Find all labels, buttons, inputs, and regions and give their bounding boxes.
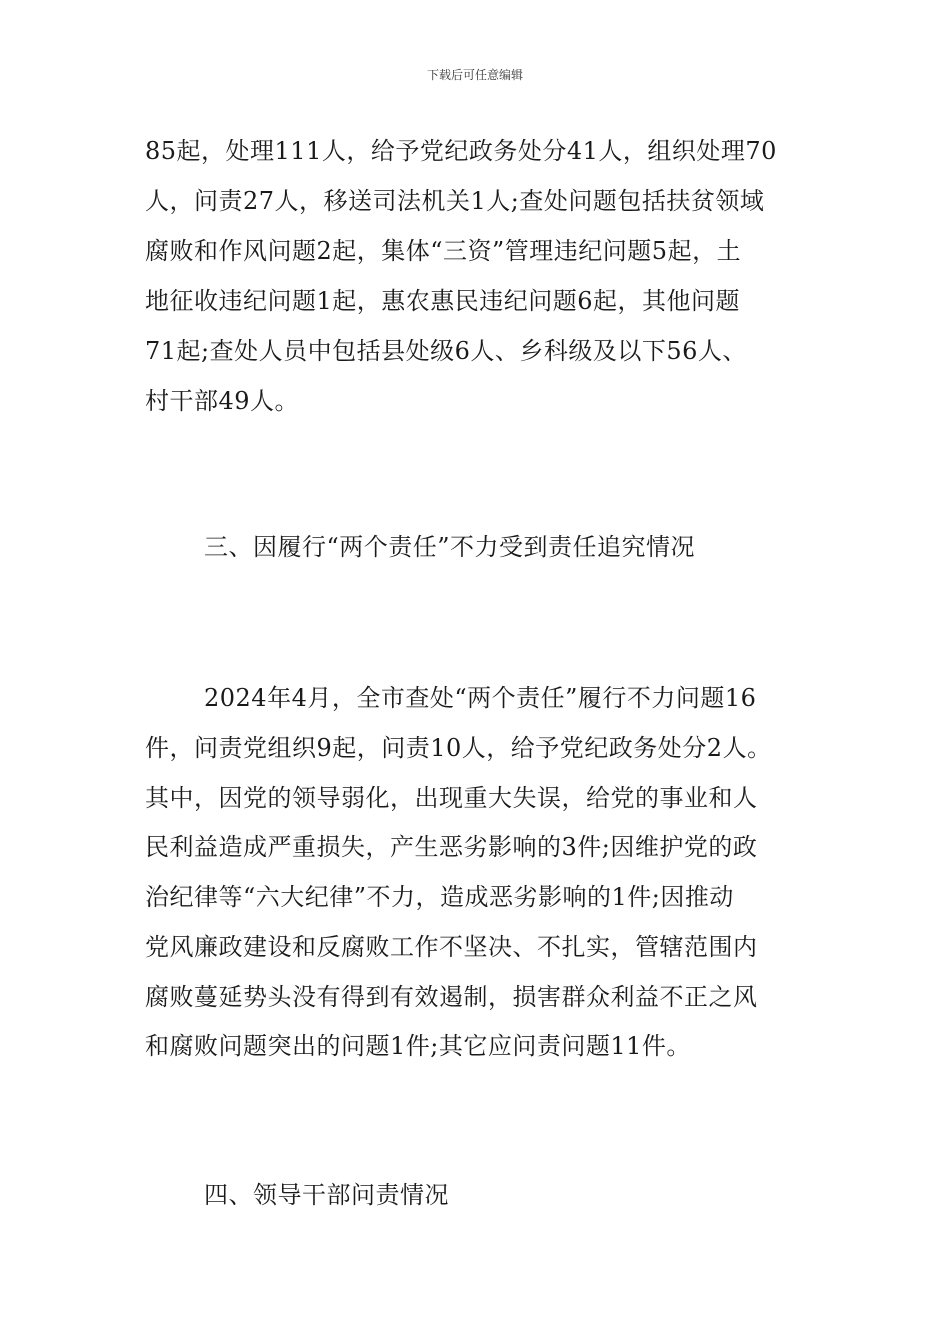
- paragraph-line: 村干部49人。: [145, 387, 300, 415]
- page-header-note: 下载后可任意编辑: [426, 68, 523, 82]
- paragraph-line: 腐败蔓延势头没有得到有效遏制，损害群众利益不正之风: [145, 983, 758, 1011]
- paragraph-line: 71起;查处人员中包括县处级6人、乡科级及以下56人、: [145, 337, 747, 365]
- paragraph-line: 党风廉政建设和反腐败工作不坚决、不扎实，管辖范围内: [145, 933, 758, 961]
- section-heading-four: 四、领导干部问责情况: [204, 1181, 449, 1209]
- paragraph-line: 治纪律等“六大纪律”不力，造成恶劣影响的1件;因推动: [145, 883, 734, 911]
- section-heading-three: 三、因履行“两个责任”不力受到责任追究情况: [204, 533, 696, 561]
- paragraph-line: 民利益造成严重损失，产生恶劣影响的3件;因维护党的政: [145, 833, 758, 861]
- paragraph-line: 腐败和作风问题2起，集体“三资”管理违纪问题5起，土: [145, 237, 742, 265]
- paragraph-line: 其中，因党的领导弱化，出现重大失误，给党的事业和人: [145, 784, 758, 812]
- paragraph-line: 件，问责党组织9起，问责10人，给予党纪政务处分2人。: [145, 734, 772, 762]
- paragraph-line: 2024年4月，全市查处“两个责任”履行不力问题16: [204, 684, 757, 712]
- paragraph-line: 人，问责27人，移送司法机关1人;查处问题包括扶贫领域: [145, 187, 765, 215]
- paragraph-line: 85起，处理111人，给予党纪政务处分41人，组织处理70: [145, 137, 777, 165]
- paragraph-line: 地征收违纪问题1起，惠农惠民违纪问题6起，其他问题: [145, 287, 741, 315]
- paragraph-line: 和腐败问题突出的问题1件;其它应问责问题11件。: [145, 1032, 691, 1060]
